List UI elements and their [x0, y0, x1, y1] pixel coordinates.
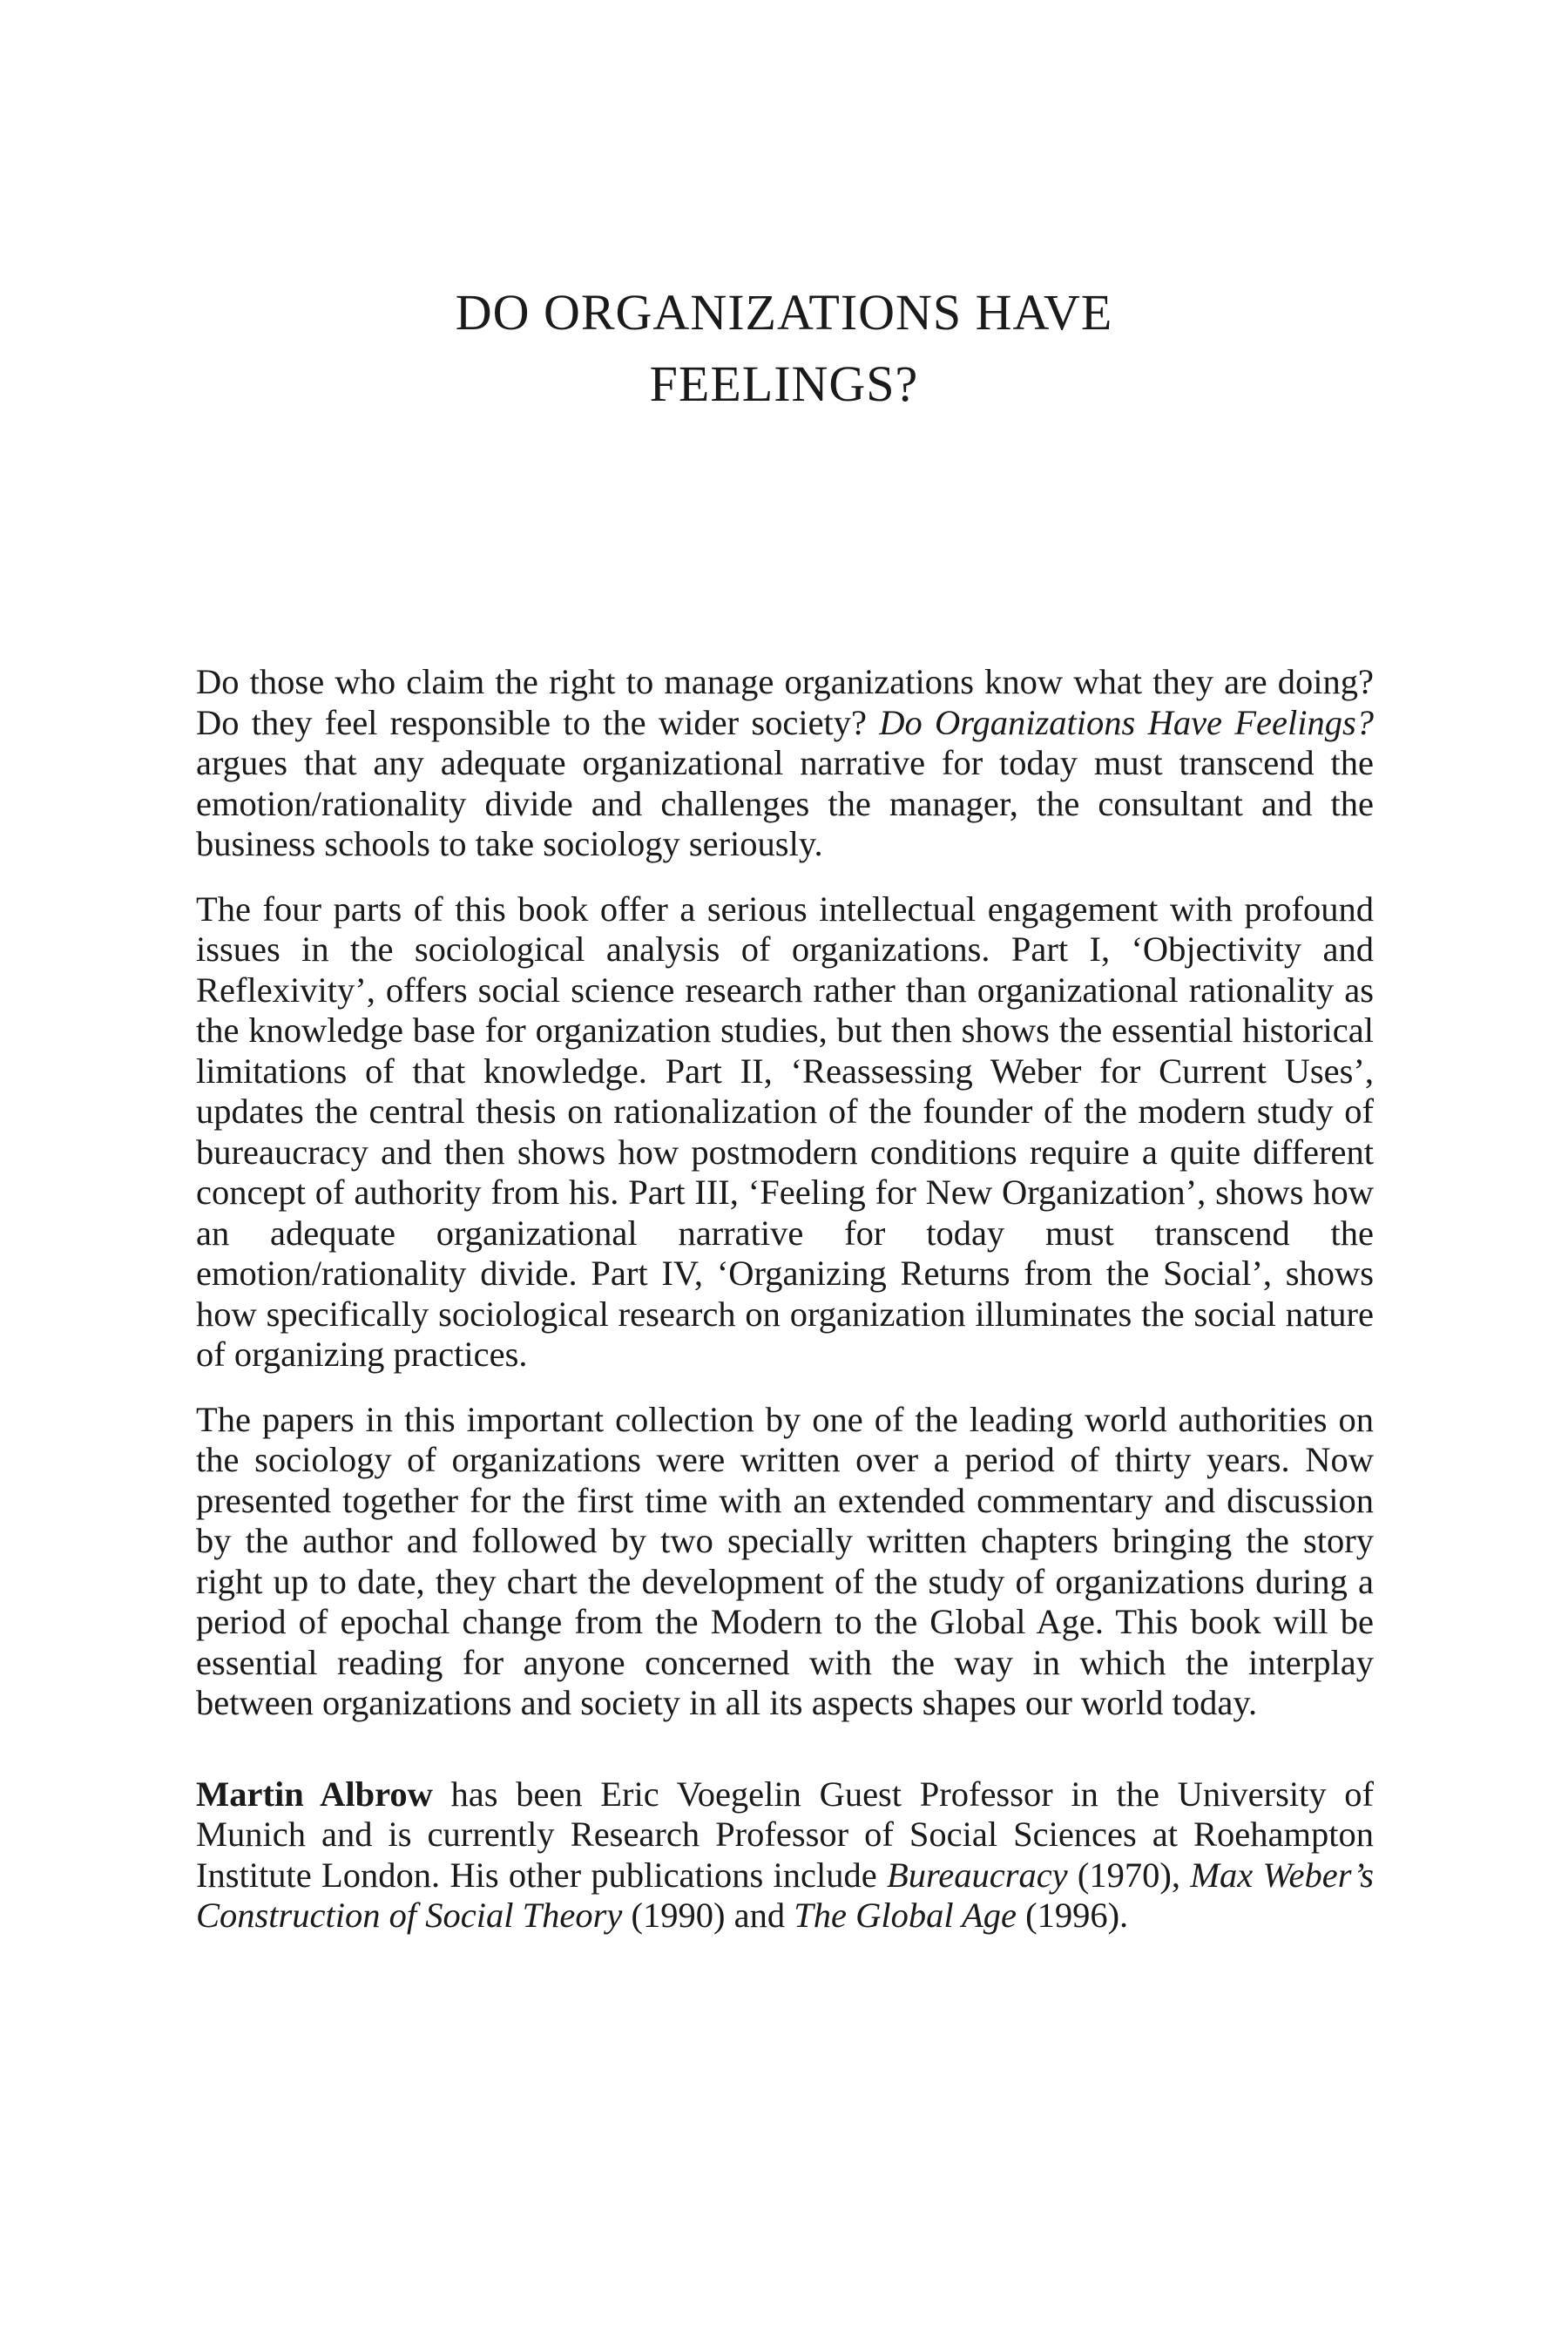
publication-title: Bureaucracy — [887, 1855, 1068, 1895]
collection-paragraph: The papers in this important collection by one of the leading world authorities on the sociology of organizations were written over a period of thirty years. Now presented together for the first time with an extended commentary and discussion by the author and followed by two specially written chapters bringing the story right up to date, they chart the development of the study of organizations during a period of epochal change from the Modern to the Global Age. This book will be essential reading for anyone concerned with the way in which the interplay between organizations and society in all its aspects shapes our world today. — [196, 1399, 1374, 1722]
title-line-1: DO ORGANIZATIONS HAVE — [455, 284, 1113, 341]
publication-title: The Global Age — [794, 1896, 1017, 1935]
publication-year: (1970), — [1067, 1855, 1191, 1895]
blurb-text — [196, 662, 1374, 1961]
bio-text: has been Eric Voegelin Guest Professor in the University of Munich and is currently Research Professor of Social Sciences at Roehampton Institute London. His other publications include — [196, 1774, 1374, 1895]
title-line-2: FEELINGS? — [649, 355, 919, 412]
intro-paragraph — [196, 662, 1374, 865]
parts-paragraph: The four parts of this book offer a serious intellectual engagement with profound issues in the sociological analysis of organizations. Part I, ‘Objectivity and Reflexivity’, offers social science research rather than organizational rationality as the knowledge base for organization studies, but then shows the essential historical limitations of that knowledge. Part II, ‘Reassessing Weber for Current Uses’, updates the central thesis on rationalization of the founder of the modern study of bureaucracy and then shows how postmodern conditions require a quite different concept of authority from his. Part III, ‘Feeling for New Organization’, shows how an adequate organizational narrative for today must transcend the emotion/rationality divide. Part IV, ‘Organizing Returns from the Social’, shows how specifically sociological research on organization illuminates the social nature of organizing practices. — [196, 889, 1374, 1374]
publication-year: (1996). — [1016, 1896, 1129, 1935]
publication-title: Max Weber’s Construction of Social Theory — [196, 1855, 1375, 1935]
intro-text-start: Do those who claim the right to manage organizations know what they are doing? Do they feel responsible to the wider society? — [196, 662, 1374, 742]
author-name: Martin Albrow — [196, 1774, 433, 1814]
page-title — [196, 277, 1372, 420]
publication-year: (1990) and — [622, 1896, 794, 1935]
intro-text-end: argues that any adequate organizational narrative for today must transcend the emotion/rationality divide and challenges the manager, the consultant and the business schools to take sociology seriously. — [196, 743, 1374, 863]
author-bio-paragraph — [196, 1774, 1374, 1936]
intro-book-title: Do Organizations Have Feelings? — [879, 702, 1374, 742]
